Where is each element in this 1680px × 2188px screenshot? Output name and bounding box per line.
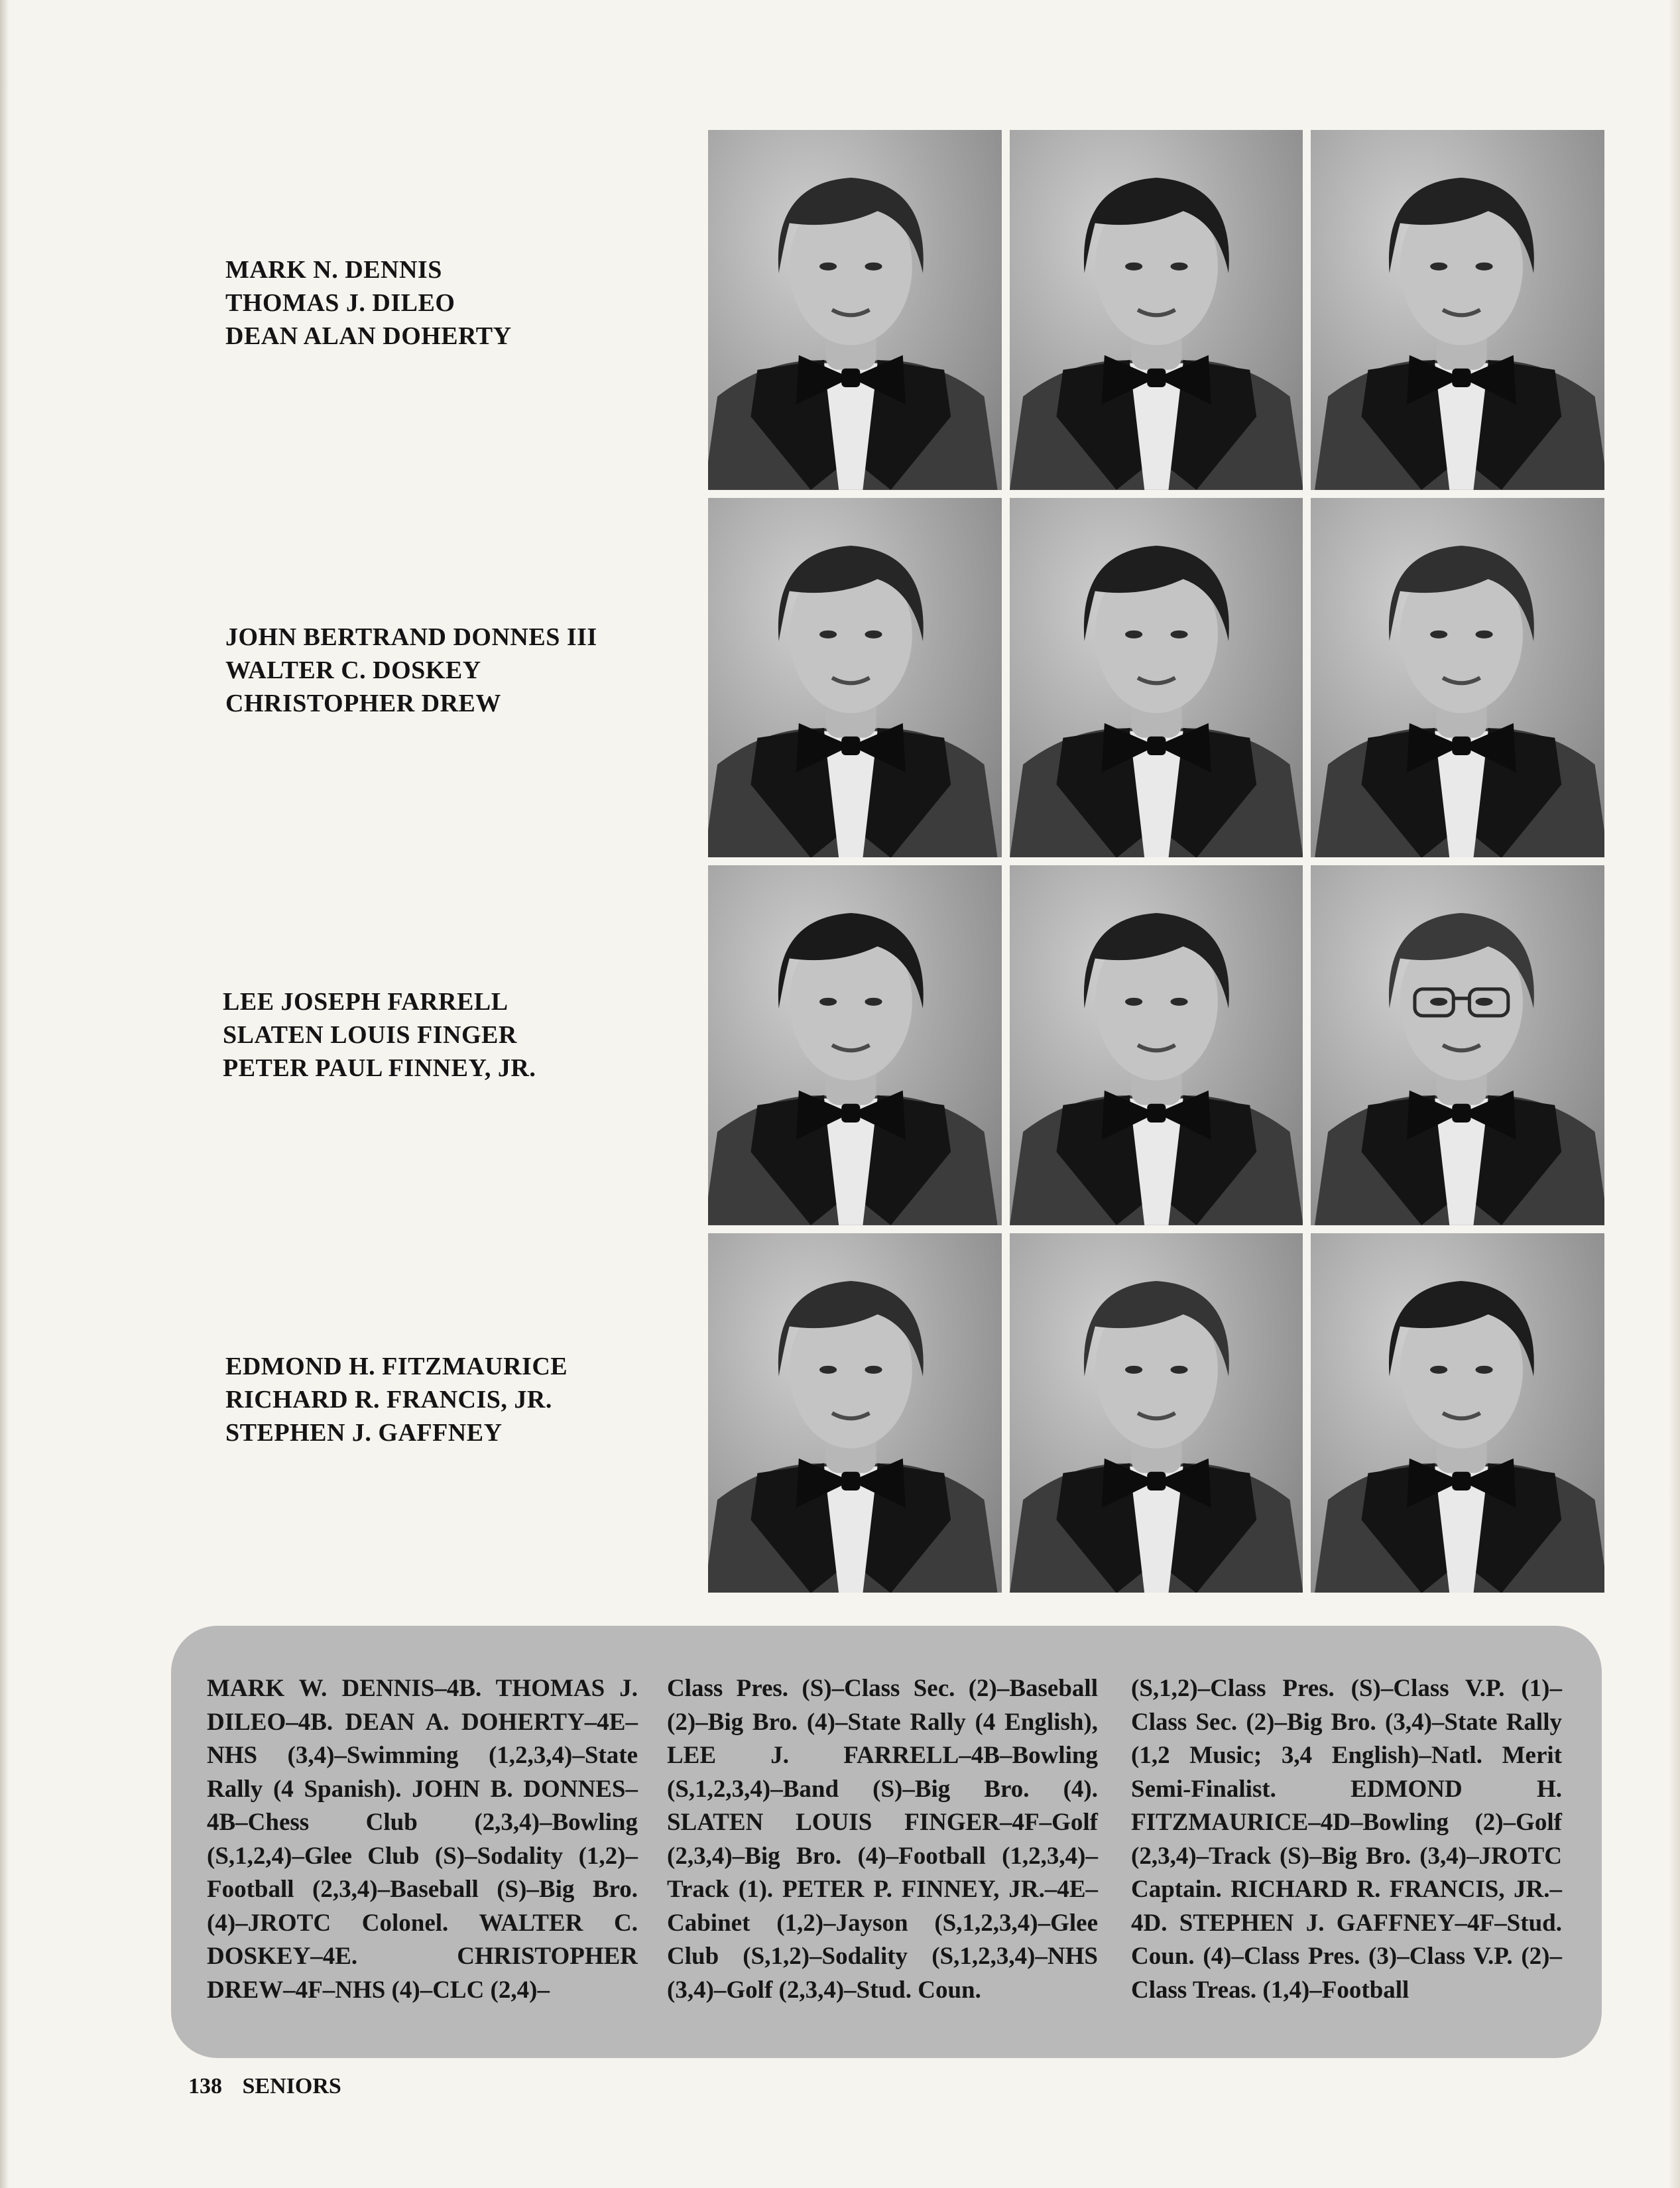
student-portrait-photo bbox=[1311, 1233, 1604, 1593]
student-name: SLATEN LOUIS FINGER bbox=[223, 1021, 517, 1049]
page-number: 138 bbox=[188, 2074, 222, 2098]
name-block-row-3 bbox=[223, 985, 536, 1085]
page-outer-edge bbox=[1668, 0, 1680, 2188]
student-name: STEPHEN J. GAFFNEY bbox=[225, 1419, 503, 1447]
student-portrait-photo bbox=[1010, 1233, 1303, 1593]
student-portrait-photo bbox=[1311, 498, 1604, 858]
student-name: RICHARD R. FRANCIS, JR. bbox=[225, 1386, 552, 1414]
student-portrait-photo bbox=[708, 1233, 1002, 1593]
page-binding-edge bbox=[0, 0, 9, 2188]
biography-column-3: (S,1,2)–Class Pres. (S)–Class V.P. (1)–Class Sec. (2)–Big Bro. (3,4)–State Rally (1,2 Music; 3,4 English)–Natl. Merit Semi-Finalist. EDMOND H. FITZMAURICE–4D–Bowling (2)–Golf (2,3,4)–Track (S)–Big Bro. (3,4)–JROTC Captain. RICHARD R. FRANCIS, JR.–4D. STEPHEN J. GAFFNEY–4F–Stud. Coun. (4)–Class Pres. (3)–Class V.P. (2)–Class Treas. (1,4)–Football bbox=[1131, 1675, 1562, 2004]
student-name: WALTER C. DOSKEY bbox=[225, 656, 481, 684]
biography-column-1: MARK W. DENNIS–4B. THOMAS J. DILEO–4B. DEAN A. DOHERTY–4E–NHS (3,4)–Swimming (1,2,3,4)–State Rally (4 Spanish). JOHN B. DONNES–4B–Chess Club (2,3,4)–Bowling (S,1,2,4)–Glee Club (S)–Sodality (1,2)–Football (2,3,4)–Baseball (S)–Big Bro. (4)–JROTC Colonel. WALTER C. DOSKEY–4E. CHRISTOPHER DREW–4F–NHS (4)–CLC (2,4)– bbox=[207, 1675, 638, 2004]
student-name: MARK N. DENNIS bbox=[225, 256, 442, 284]
student-name: EDMOND H. FITZMAURICE bbox=[225, 1353, 568, 1380]
student-name: PETER PAUL FINNEY, JR. bbox=[223, 1054, 536, 1082]
student-portrait-photo bbox=[1010, 865, 1303, 1225]
student-portrait-photo bbox=[1311, 865, 1604, 1225]
page-footer bbox=[188, 2074, 341, 2099]
student-portrait-photo bbox=[1010, 130, 1303, 490]
student-name: DEAN ALAN DOHERTY bbox=[225, 322, 512, 350]
student-name: THOMAS J. DILEO bbox=[225, 289, 455, 317]
student-name: LEE JOSEPH FARRELL bbox=[223, 988, 509, 1016]
section-title: SENIORS bbox=[242, 2074, 341, 2098]
student-portrait-photo bbox=[708, 865, 1002, 1225]
student-portrait-photo bbox=[708, 130, 1002, 490]
portrait-grid bbox=[708, 130, 1604, 1593]
student-portrait-photo bbox=[1311, 130, 1604, 490]
student-name: CHRISTOPHER DREW bbox=[225, 690, 501, 717]
name-block-row-4 bbox=[225, 1350, 568, 1449]
student-portrait-photo bbox=[1010, 498, 1303, 858]
student-portrait-photo bbox=[708, 498, 1002, 858]
biography-column-2: Class Pres. (S)–Class Sec. (2)–Baseball (2)–Big Bro. (4)–State Rally (4 English), LEE J. FARRELL–4B–Bowling (S,1,2,3,4)–Band (S)–Big Bro. (4). SLATEN LOUIS FINGER–4F–Golf (2,3,4)–Big Bro. (4)–Football (1,2,3,4)–Track (1). PETER P. FINNEY, JR.–4E–Cabinet (1,2)–Jayson (S,1,2,3,4)–Glee Club (S,1,2)–Sodality (S,1,2,3,4)–NHS (3,4)–Golf (2,3,4)–Stud. Coun. bbox=[667, 1675, 1098, 2004]
name-block-row-1 bbox=[225, 253, 512, 353]
student-name: JOHN BERTRAND DONNES III bbox=[225, 623, 597, 651]
name-block-row-2 bbox=[225, 621, 597, 720]
